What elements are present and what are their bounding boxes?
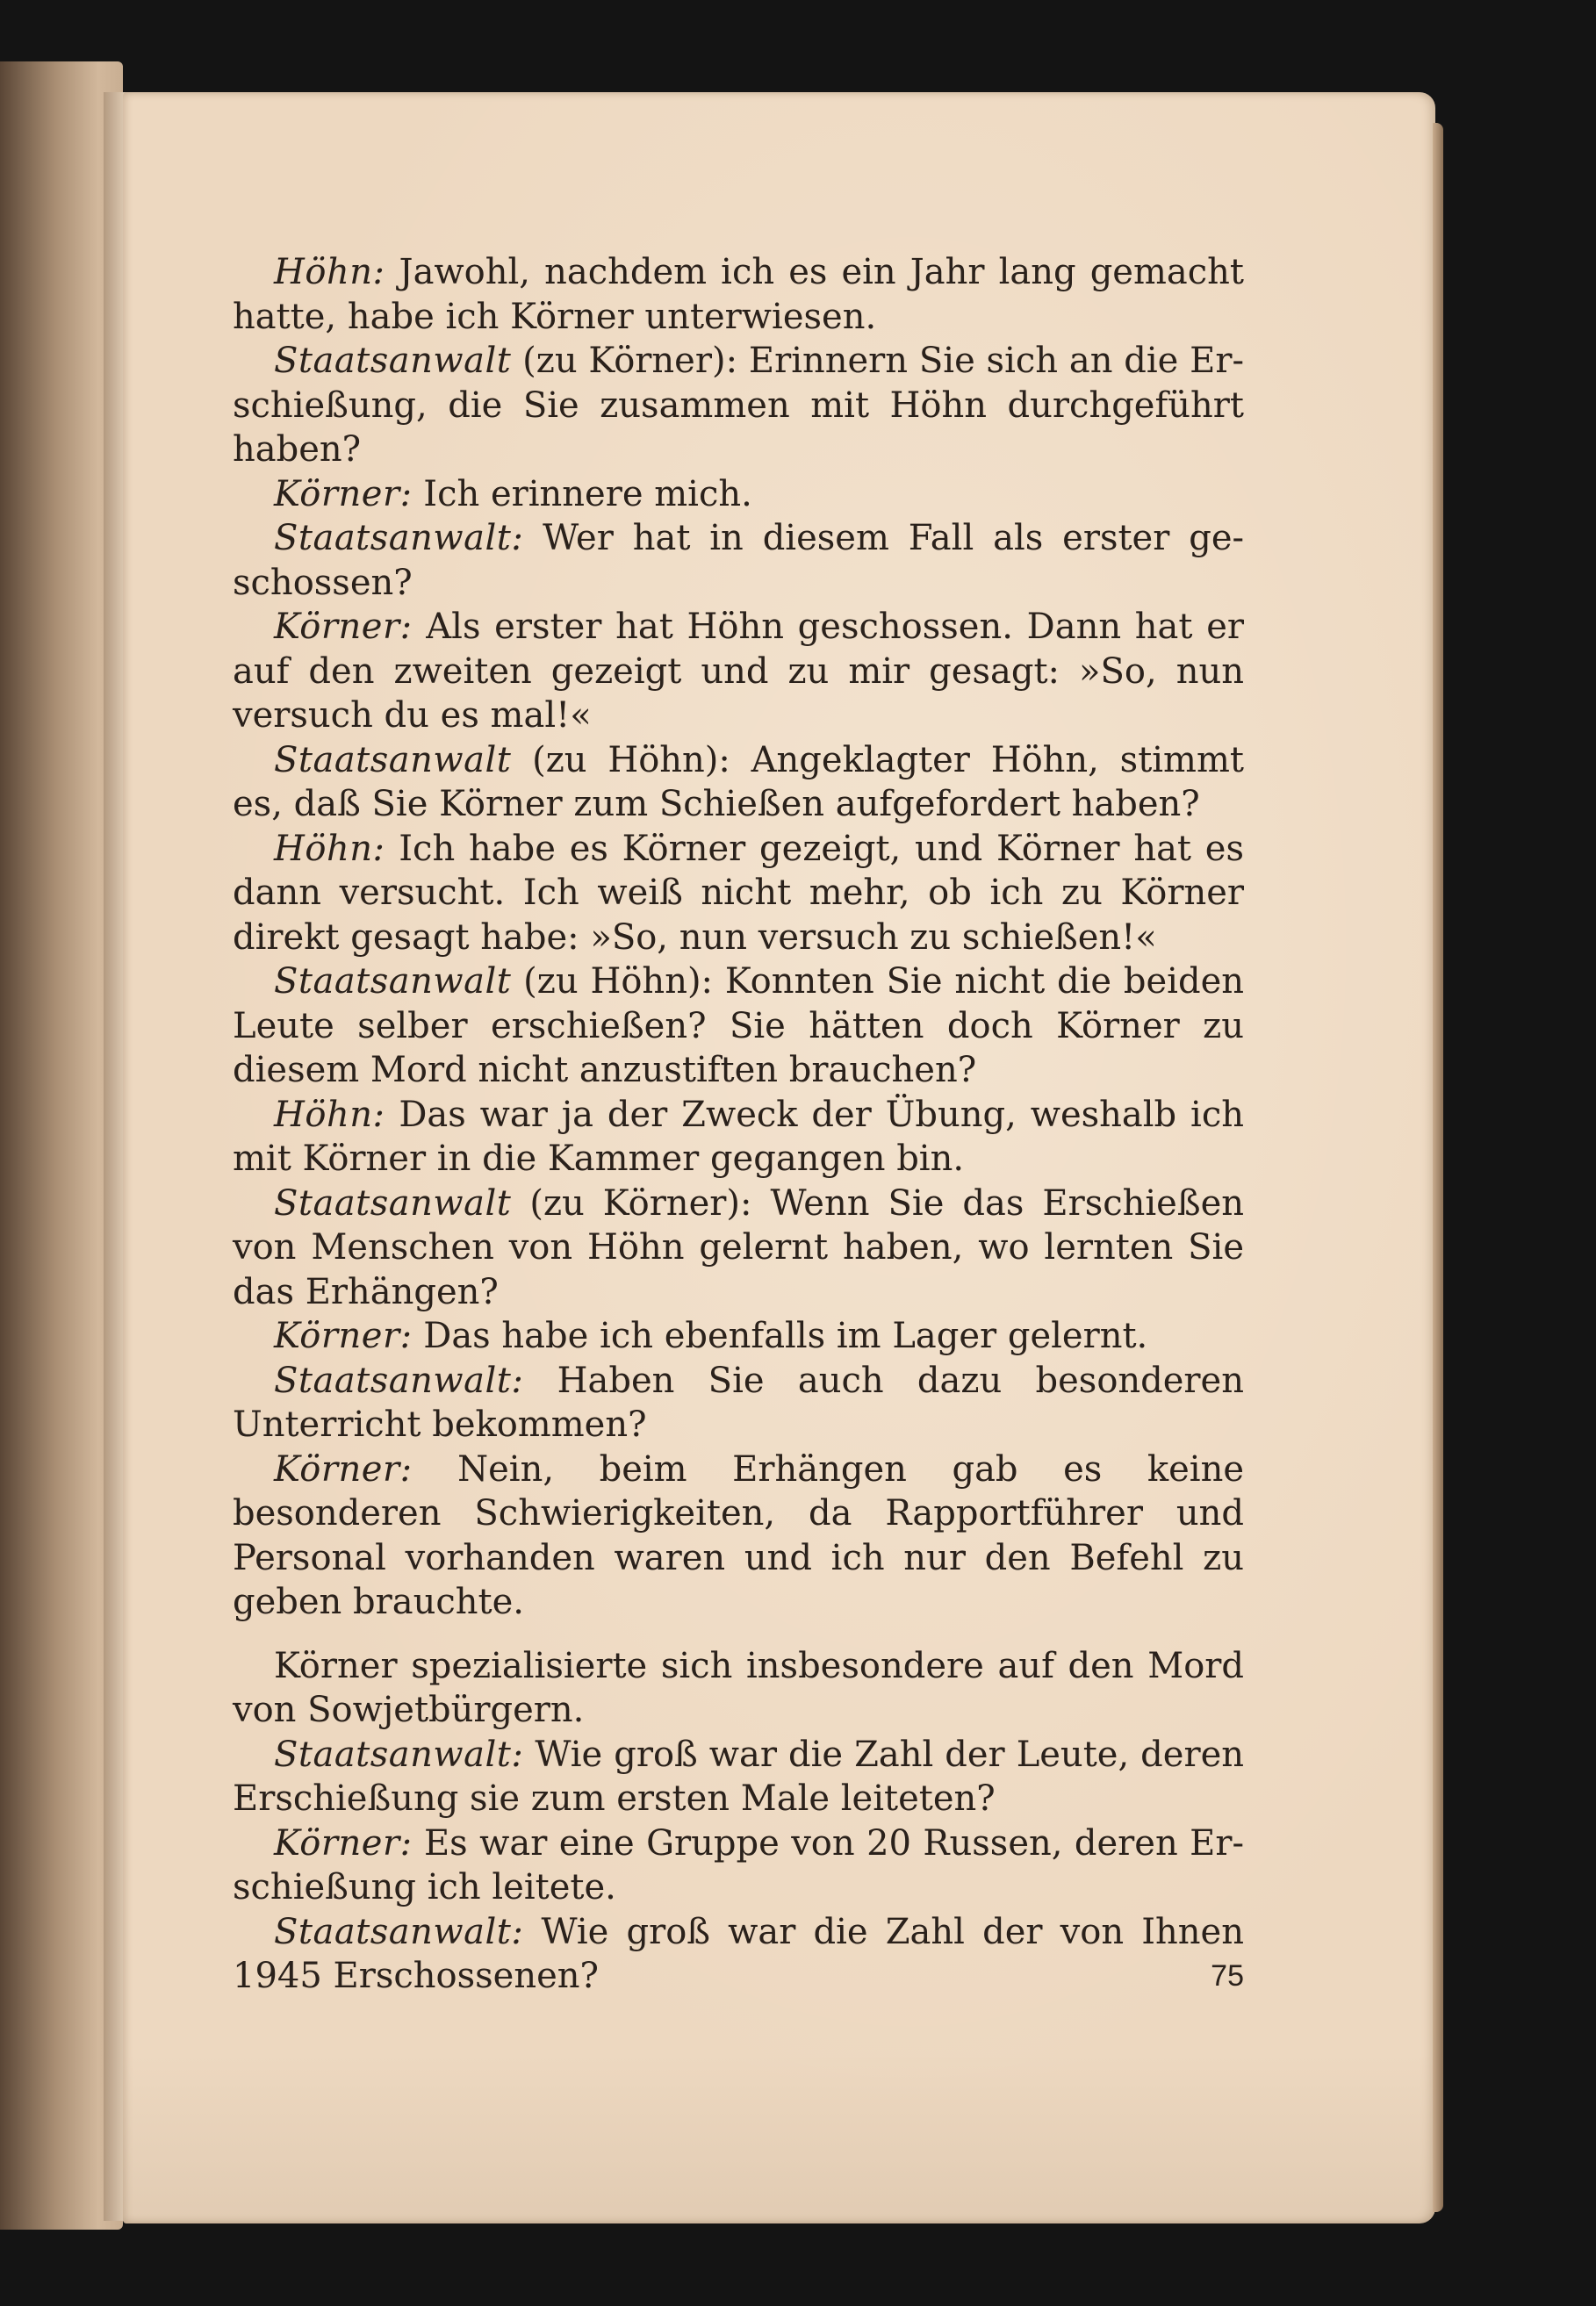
speaker-label: Körner: — [274, 1822, 413, 1864]
dialogue-paragraph — [233, 250, 1244, 339]
dialogue-text: Ich habe es Körner gezeigt, und Körner hat es dann versucht. Ich weiß nicht mehr, ob ich zu Körner direkt gesagt habe: »So, nun versuch zu schießen!« — [233, 828, 1244, 958]
dialogue-paragraph — [233, 1093, 1244, 1182]
dialogue-text: Nein, beim Erhängen gab es keine besonderen Schwierigkeiten, da Rapportführer und Personal vorhanden waren und ich nur den Befehl zu geben brauchte. — [233, 1448, 1244, 1622]
speaker-label: Körner: — [274, 1316, 413, 1356]
page-fore-edge — [1433, 123, 1443, 2212]
dialogue-paragraph — [233, 339, 1244, 472]
speaker-label: Staatsanwalt: — [274, 518, 524, 558]
speaker-label: Höhn: — [274, 252, 385, 292]
dialogue-text: Haben Sie auch dazu besonderen Unterricht bekommen? — [233, 1360, 1244, 1445]
dialogue-text: (zu Höhn): Angeklagter Höhn, stimmt es, daß Sie Körner zum Schießen aufgefordert haben? — [233, 739, 1244, 824]
dialogue-text: (zu Körner): Wenn Sie das Erschießen von Menschen von Höhn gelernt haben, wo lernten Sie das Erhängen? — [233, 1182, 1244, 1312]
page-number: 75 — [1211, 1959, 1244, 1993]
dialogue-text: Wer hat in diesem Fall als erster geschossen? — [233, 518, 1244, 603]
speaker-label: Staatsanwalt: — [274, 1360, 524, 1401]
dialogue-text: Wie groß war die Zahl der von Ihnen 1945 Erschossenen? — [233, 1911, 1244, 1996]
dialogue-text: (zu Höhn): Konnten Sie nicht die beiden Leute selber erschießen? Sie hätten doch Körner zu diesem Mord nicht anzustiften brauchen? — [233, 961, 1244, 1090]
dialogue-paragraph — [233, 1182, 1244, 1315]
dialogue-paragraph — [233, 472, 1244, 517]
dialogue-text: Jawohl, nachdem ich es ein Jahr lang gemacht hatte, habe ich Körner unterwiesen. — [233, 252, 1244, 337]
speaker-label: Staatsanwalt — [274, 341, 512, 381]
dialogue-paragraph — [233, 738, 1244, 827]
dialogue-paragraph — [233, 1821, 1244, 1910]
dialogue-paragraph — [233, 1733, 1244, 1821]
dialogue-text: (zu Körner): Erinnern Sie sich an die Erschießung, die Sie zusammen mit Höhn durchgeführt haben? — [233, 341, 1244, 470]
page-text — [233, 250, 1244, 1999]
speaker-label: Körner: — [274, 1448, 413, 1490]
speaker-label: Höhn: — [274, 1094, 385, 1135]
dialogue-paragraph — [233, 1314, 1244, 1359]
speaker-label: Körner: — [274, 607, 413, 647]
dialogue-paragraph — [233, 605, 1244, 738]
narrative-text: Körner spezialisierte sich insbesondere auf den Mord von Sowjetbürgern. — [233, 1645, 1244, 1730]
dialogue-text: Das war ja der Zweck der Übung, weshalb ich mit Körner in die Kammer gegangen bin. — [233, 1094, 1244, 1179]
dialogue-paragraph — [233, 827, 1244, 960]
dialogue-text: Ich erinnere mich. — [412, 473, 752, 514]
dialogue-paragraph — [233, 1448, 1244, 1625]
speaker-label: Staatsanwalt: — [274, 1911, 524, 1952]
dialogue-text: Das habe ich ebenfalls im Lager gelernt. — [412, 1316, 1148, 1356]
dialogue-text: Es war eine Gruppe von 20 Russen, deren Erschießung ich leitete. — [233, 1822, 1244, 1907]
dialogue-paragraph — [233, 959, 1244, 1093]
dialogue-paragraph — [233, 516, 1244, 605]
dialogue-paragraph — [233, 1359, 1244, 1448]
speaker-label: Staatsanwalt — [274, 961, 512, 1002]
speaker-label: Staatsanwalt — [274, 739, 512, 780]
speaker-label: Körner: — [274, 473, 413, 514]
dialogue-text: Als erster hat Höhn geschossen. Dann hat er auf den zweiten gezeigt und zu mir gesagt: »So, nun versuch du es mal!« — [233, 607, 1244, 736]
speaker-label: Staatsanwalt: — [274, 1734, 524, 1775]
speaker-label: Höhn: — [274, 828, 385, 869]
narrative-paragraph — [233, 1644, 1244, 1733]
dialogue-paragraph — [233, 1910, 1244, 1999]
dialogue-text: Wie groß war die Zahl der Leute, deren Erschießung sie zum ersten Male leiteten? — [233, 1734, 1244, 1819]
speaker-label: Staatsanwalt — [274, 1182, 512, 1224]
